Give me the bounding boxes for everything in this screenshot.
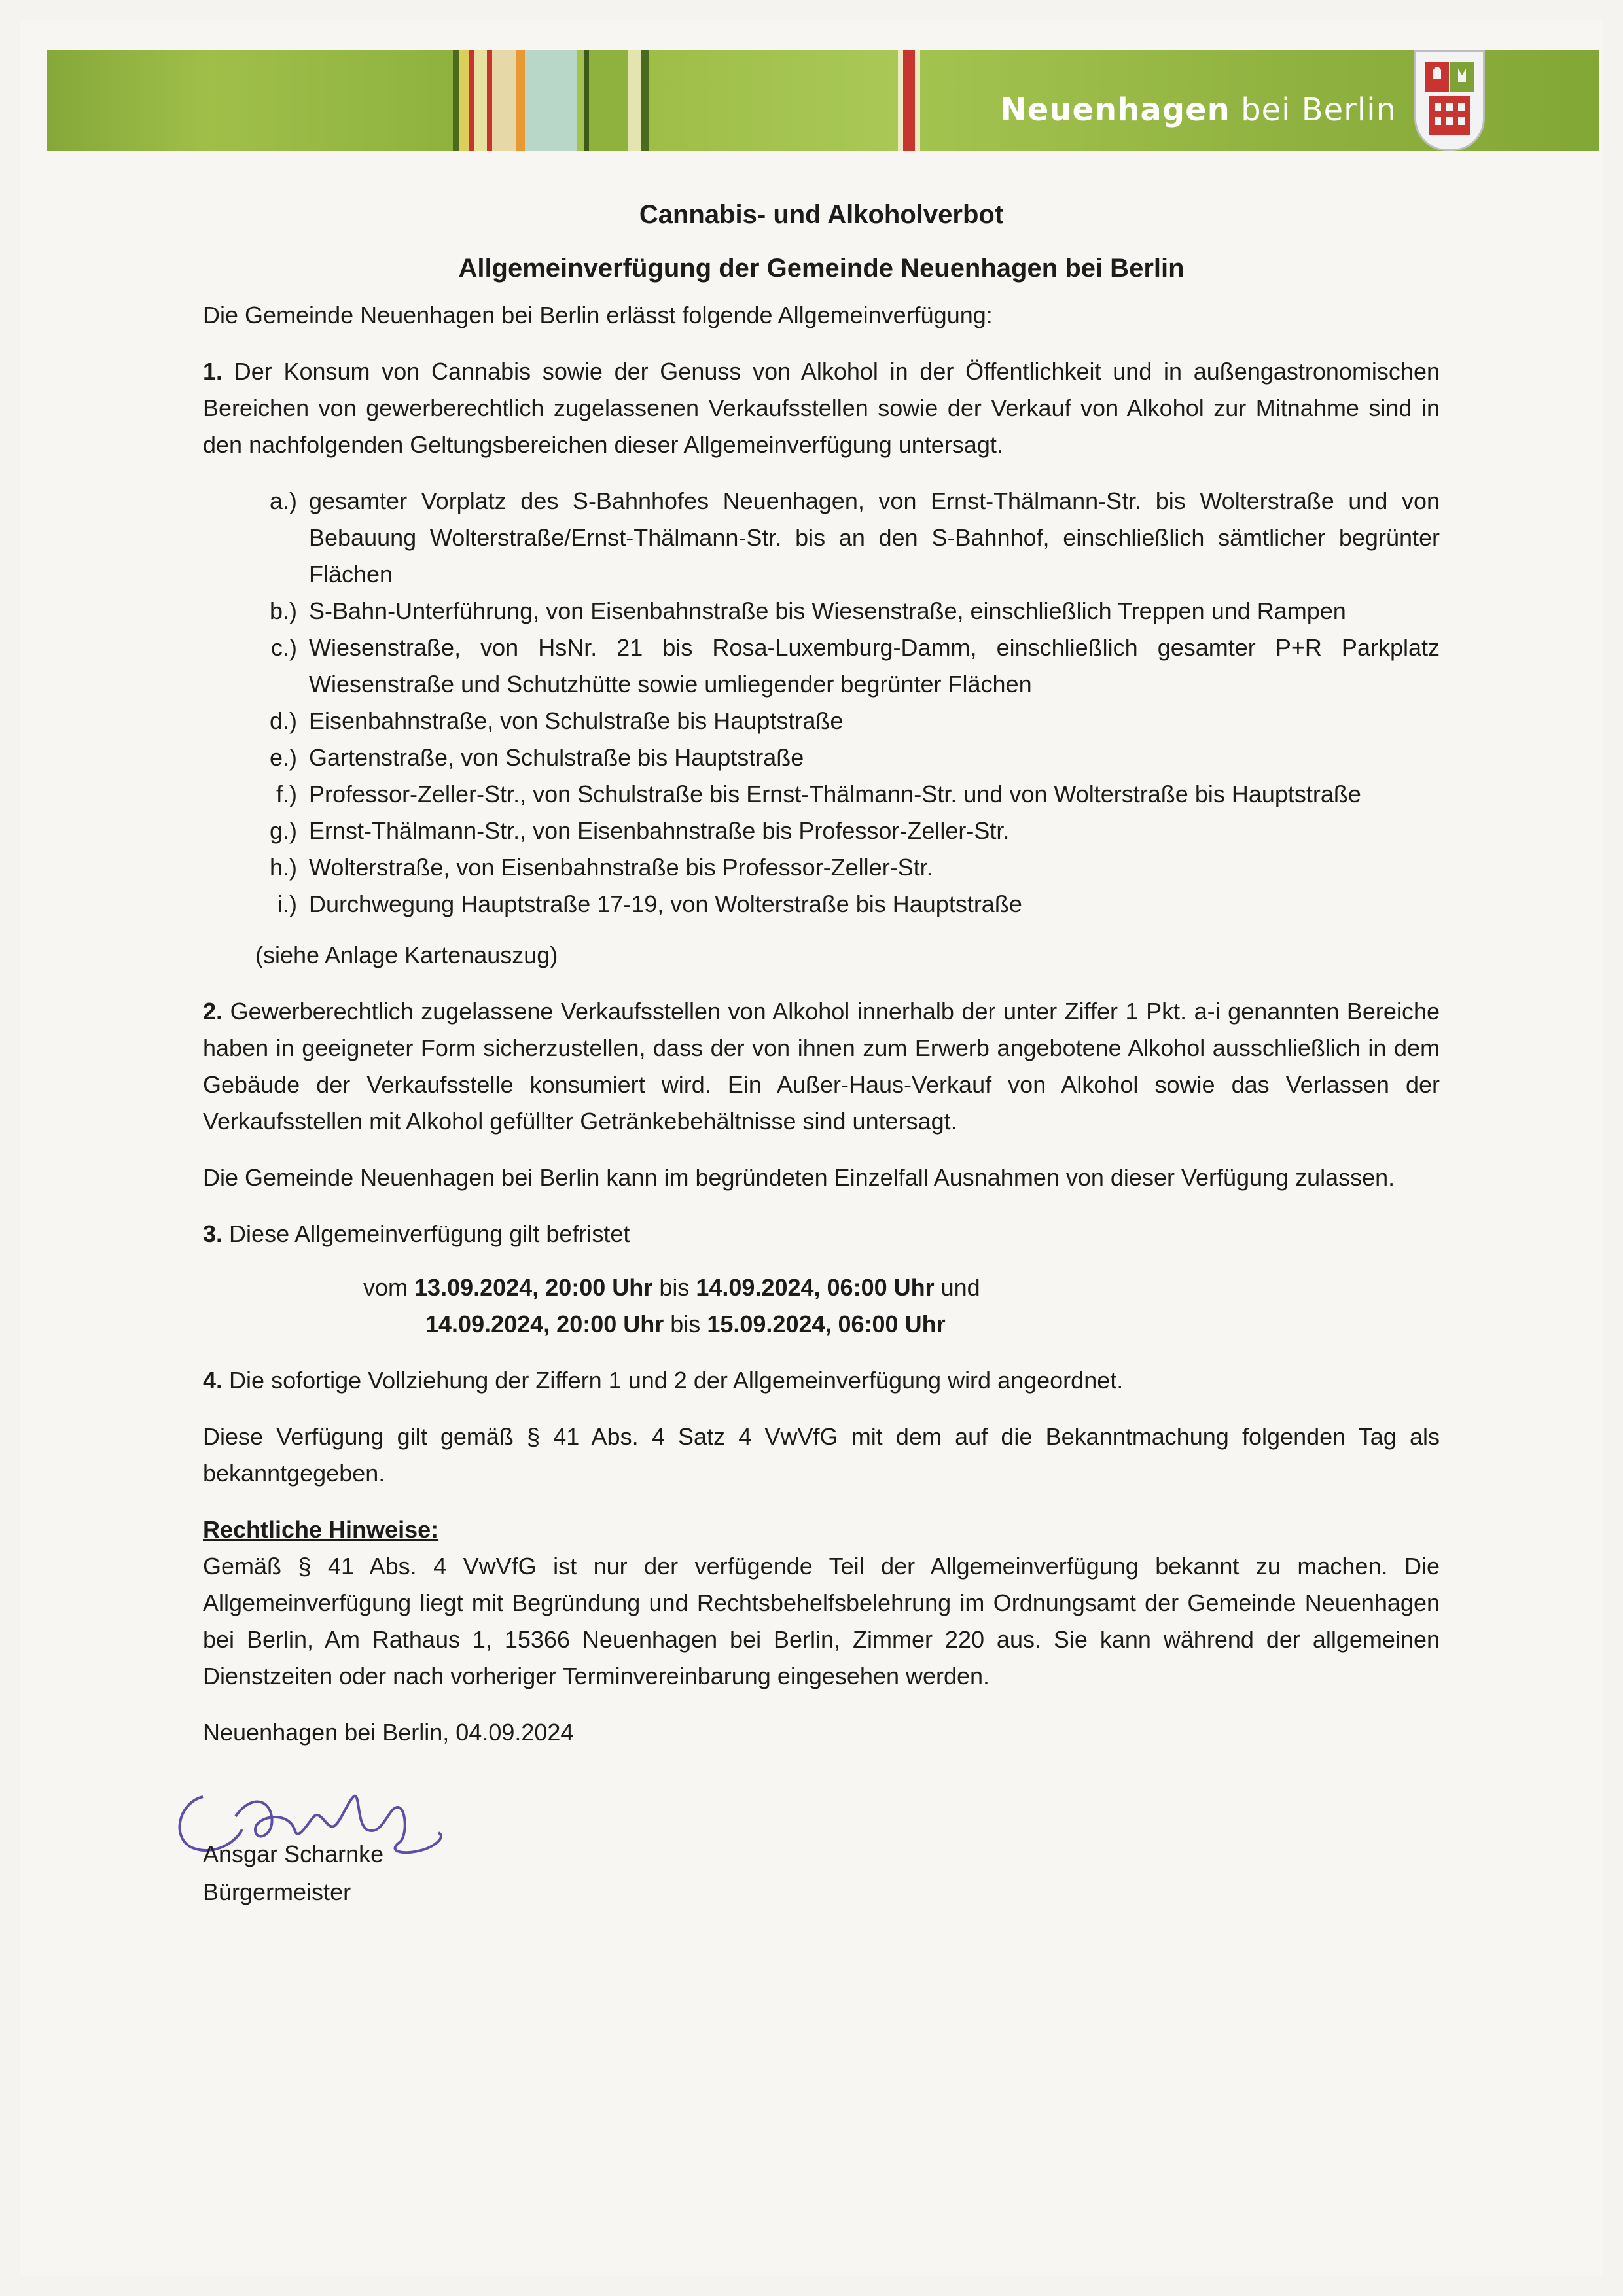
list-marker: d.) (269, 707, 297, 734)
list-marker: b.) (269, 597, 297, 624)
see-attachment-note: (siehe Anlage Kartenauszug) (255, 942, 558, 968)
list-marker: c.) (271, 634, 297, 661)
intro-text: Die Gemeinde Neuenhagen bei Berlin erlässt folgende Allgemeinverfügung: (203, 302, 993, 328)
list-item (255, 483, 1440, 593)
list-text: Durchwegung Hauptstraße 17-19, von Wolterstraße bis Hauptstraße (309, 891, 1022, 917)
section-3-number: 3. (203, 1220, 223, 1247)
period-1-mid: bis (659, 1274, 690, 1301)
section-4-text: Die sofortige Vollziehung der Ziffern 1 und 2 der Allgemeinverfügung wird angeordnet. (229, 1367, 1124, 1394)
signature-block (203, 1790, 1440, 1915)
section-4-number: 4. (203, 1367, 223, 1394)
place-and-date: Neuenhagen bei Berlin, 04.09.2024 (203, 1719, 574, 1746)
list-text: Gartenstraße, von Schulstraße bis Hauptstraße (309, 744, 804, 771)
period-1 (203, 1269, 1440, 1306)
list-item (255, 739, 1440, 776)
list-text: Wolterstraße, von Eisenbahnstraße bis Professor-Zeller-Str. (309, 854, 933, 881)
list-item (255, 849, 1440, 886)
coat-of-arms-icon (1414, 50, 1485, 151)
document-subtitle: Allgemeinverfügung der Gemeinde Neuenhagen bei Berlin (458, 254, 1185, 283)
period-1-suffix: und (940, 1274, 980, 1301)
list-item (255, 776, 1440, 813)
period-2 (203, 1306, 1440, 1343)
list-marker: a.) (269, 487, 297, 514)
document-body (203, 190, 1440, 1915)
section-3-text: Diese Allgemeinverfügung gilt befristet (229, 1220, 630, 1247)
period-2-to: 15.09.2024, 06:00 Uhr (707, 1311, 946, 1337)
signatory-role: Bürgermeister (203, 1879, 351, 1905)
section-3 (203, 1216, 1440, 1252)
list-text: S-Bahn-Unterführung, von Eisenbahnstraße bis Wiesenstraße, einschließlich Treppen und Rampen (309, 597, 1346, 624)
list-item (255, 813, 1440, 849)
period-2-mid: bis (670, 1311, 701, 1337)
period-1-from: 13.09.2024, 20:00 Uhr (414, 1274, 653, 1301)
document-title: Cannabis- und Alkoholverbot (639, 200, 1004, 229)
legal-notes-text: Gemäß § 41 Abs. 4 VwVfG ist nur der verfügende Teil der Allgemeinverfügung bekannt zu machen. Die Allgemeinverfügung liegt mit Begründung und Rechtsbehelfsbelehrung im Ordnungsamt der Gemeinde Neuenhagen bei Berlin, Am Rathaus 1, 15366 Neuenhagen bei Berlin, Zimmer 220 aus. Sie kann während der allgemeinen Dienstzeiten oder nach vorheriger Terminvereinbarung eingesehen werden. (203, 1553, 1440, 1689)
legal-notes-heading: Rechtliche Hinweise: (203, 1516, 439, 1543)
municipality-name (1001, 92, 1397, 128)
section-1-text: Der Konsum von Cannabis sowie der Genuss von Alkohol in der Öffentlichkeit und in außengastronomischen Bereichen von gewerberechtlich zugelassenen Verkaufsstellen sowie der Verkauf von Alkohol zur Mitnahme sind in den nachfolgenden Geltungsbereichen dieser Allgemeinverfügung untersagt. (203, 358, 1440, 458)
period-1-prefix: vom (363, 1274, 408, 1301)
list-text: gesamter Vorplatz des S-Bahnhofes Neuenhagen, von Ernst-Thälmann-Str. bis Wolterstraße und von Bebauung Wolterstraße/Ernst-Thälmann-Str. bis an den S-Bahnhof, einschließlich sämtlicher begrünter Flächen (309, 487, 1440, 588)
list-marker: f.) (276, 781, 297, 807)
list-marker: h.) (269, 854, 297, 881)
list-marker: i.) (277, 891, 297, 917)
list-text: Eisenbahnstraße, von Schulstraße bis Hauptstraße (309, 707, 844, 734)
list-text: Ernst-Thälmann-Str., von Eisenbahnstraße bis Professor-Zeller-Str. (309, 817, 1010, 844)
period-2-from: 14.09.2024, 20:00 Uhr (425, 1311, 664, 1337)
section-2 (203, 993, 1440, 1140)
list-marker: g.) (269, 817, 297, 844)
list-item (255, 593, 1440, 629)
municipality-name-rest: bei Berlin (1241, 92, 1397, 128)
section-2-text: Gewerberechtlich zugelassene Verkaufsstellen von Alkohol innerhalb der unter Ziffer 1 Pkt. a-i genannten Bereiche haben in geeigneter Form sicherzustellen, dass der von ihnen zum Erwerb angebotene Alkohol ausschließlich in dem Gebäude der Verkaufsstelle konsumiert wird. Ein Außer-Haus-Verkauf von Alkohol sowie das Verlassen der Verkaufsstellen mit Alkohol gefüllter Getränkebehältnisse sind untersagt. (203, 998, 1440, 1135)
exception-text: Die Gemeinde Neuenhagen bei Berlin kann im begründeten Einzelfall Ausnahmen von dieser Verfügung zulassen. (203, 1164, 1395, 1191)
header-banner (47, 50, 1599, 151)
validity-text: Diese Verfügung gilt gemäß § 41 Abs. 4 Satz 4 VwVfG mit dem auf die Bekanntmachung folgenden Tag als bekanntgegeben. (203, 1423, 1440, 1487)
list-text: Professor-Zeller-Str., von Schulstraße bis Ernst-Thälmann-Str. und von Wolterstraße bis Hauptstraße (309, 781, 1361, 807)
area-list (203, 483, 1440, 923)
section-4 (203, 1362, 1440, 1399)
list-item (255, 629, 1440, 703)
section-2-number: 2. (203, 998, 223, 1025)
section-1 (203, 353, 1440, 463)
municipality-name-bold: Neuenhagen (1000, 92, 1230, 128)
list-marker: e.) (269, 744, 297, 771)
section-1-number: 1. (203, 358, 223, 385)
list-item (255, 703, 1440, 739)
list-text: Wiesenstraße, von HsNr. 21 bis Rosa-Luxemburg-Damm, einschließlich gesamter P+R Parkplatz Wiesenstraße und Schutzhütte sowie umliegender begrünter Flächen (309, 634, 1440, 698)
period-1-to: 14.09.2024, 06:00 Uhr (696, 1274, 935, 1301)
list-item (255, 886, 1440, 923)
signatory-name: Ansgar Scharnke (203, 1841, 384, 1867)
